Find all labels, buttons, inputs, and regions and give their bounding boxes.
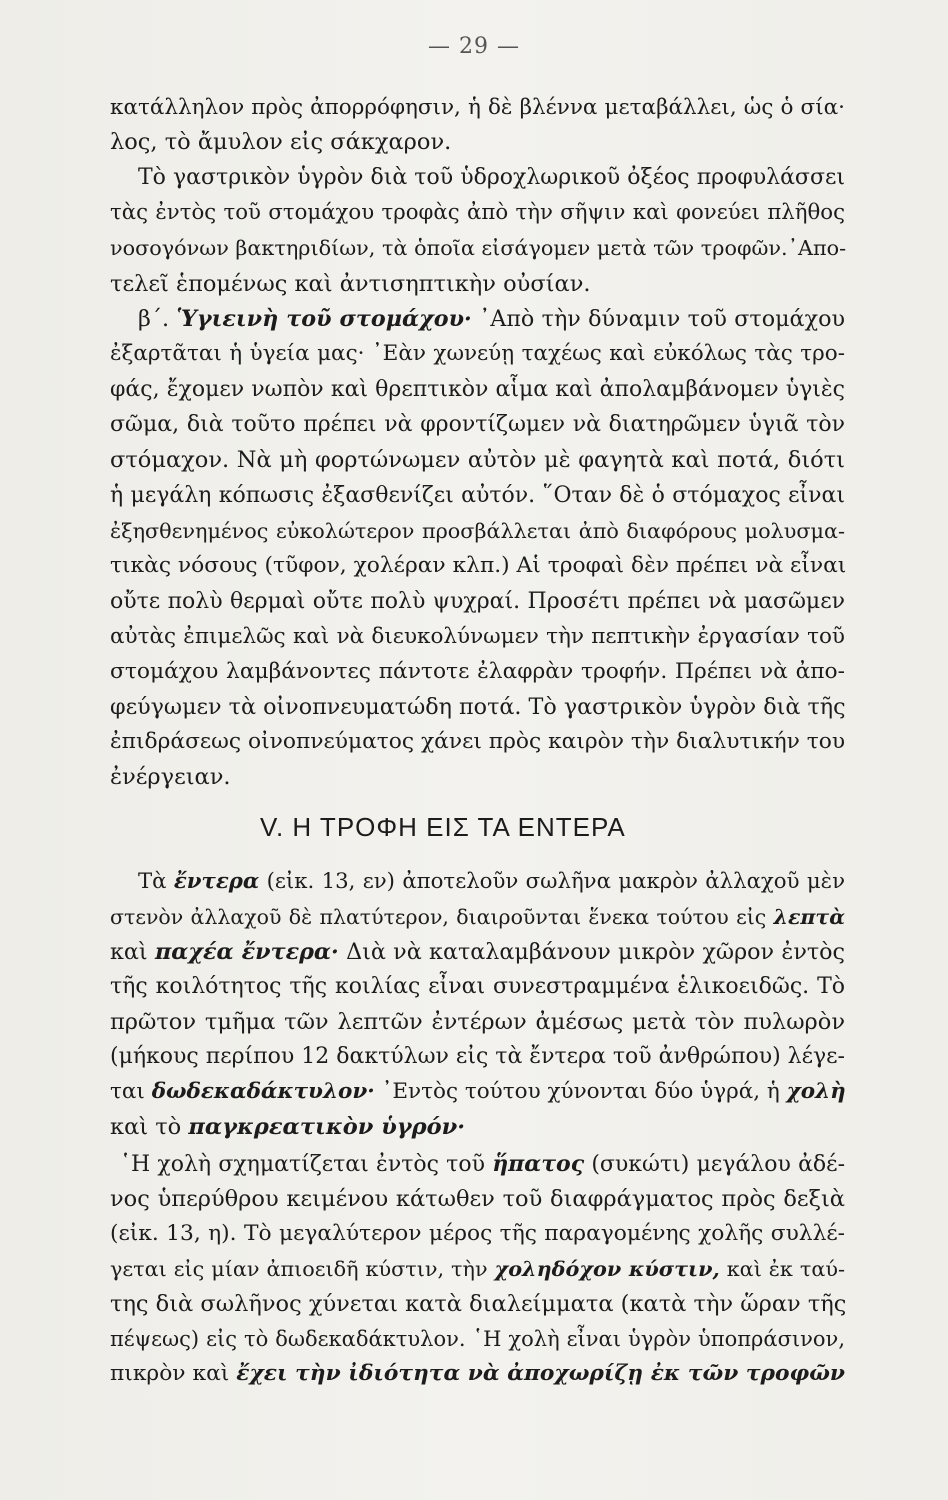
term-bold: ἔντερα <box>173 869 260 894</box>
text-line: ἐξαρτᾶται ἡ ὑγεία μας· ᾽Εὰν χωνεύῃ ταχέως καὶ εὐκόλως τὰς τρο- <box>110 341 845 366</box>
text-line: φάς, ἔχομεν νωπὸν καὶ θρεπτικὸν αἷμα καὶ ἀπολαμβάνομεν ὑγιὲς <box>110 377 845 402</box>
term-bold: χολὴ <box>786 1079 846 1104</box>
text-line: τελεῖ ἑπομένως καὶ ἀντισηπτικὴν οὐσίαν. <box>110 271 591 297</box>
text-run: ᾽Απὸ τὴν δύναμιν τοῦ στομάχου <box>471 306 845 332</box>
text-line: νοσογόνων βακτηριδίων, τὰ ὁποῖα εἰσάγομεν μετὰ τῶν τροφῶν.᾽Απο- <box>110 236 847 260</box>
text-line: ἡ μεγάλη κόπωσις ἐξασθενίζει αὐτόν. ῞Οταν δὲ ὁ στόμαχος εἶναι <box>110 483 845 508</box>
text-line <box>110 938 845 966</box>
text-line: Τὸ γαστρικὸν ὑγρὸν διὰ τοῦ ὑδροχλωρικοῦ ὀξέος προφυλάσσει <box>138 165 845 190</box>
text-line <box>138 868 845 896</box>
term-bold: ἔχει τὴν ἰδιότητα νὰ ἀποχωρίζῃ ἐκ τῶν τροφῶν <box>236 1361 845 1386</box>
text-run: (συκώτι) μεγάλου ἀδέ- <box>584 1152 846 1177</box>
term-bold: παγκρεατικὸν ὑγρόν· <box>188 1114 466 1140</box>
text-run: καὶ ἐκ ταύ- <box>719 1257 845 1281</box>
text-run: ᾽Εντὸς τούτου χύνονται δύο ὑγρά, ἡ <box>374 1079 787 1104</box>
text-line: πρῶτον τμῆμα τῶν λεπτῶν ἐντέρων ἀμέσως μετὰ τὸν πυλωρὸν <box>110 1009 845 1035</box>
text-line <box>110 1360 845 1388</box>
text-line <box>110 1113 845 1141</box>
text-run: (εἰκ. 13, εν) ἀποτελοῦν σωλῆνα μακρὸν ἀλλαχοῦ μὲν <box>259 869 845 894</box>
text-line: λος, τὸ ἄμυλον εἰς σάκχαρον. <box>110 129 452 155</box>
text-line: πέψεως) εἰς τὸ δωδεκαδάκτυλον. ῾Η χολὴ εἶναι ὑγρὸν ὑποπράσινον, <box>110 1327 845 1351</box>
text-line <box>110 1078 845 1106</box>
text-line: της διὰ σωλῆνος χύνεται κατὰ διαλείμματα (κατὰ τὴν ὥραν τῆς <box>110 1291 847 1317</box>
text-run: καὶ τὸ <box>110 1114 189 1140</box>
text-line: ἐξησθενημένος εὐκολώτερον προσβάλλεται ἀπὸ διαφόρους μολυσμα- <box>110 519 845 543</box>
page-number: — 29 — <box>428 34 520 59</box>
text-line: στόμαχον. Νὰ μὴ φορτώνωμεν αὐτὸν μὲ φαγητὰ καὶ ποτά, διότι <box>110 447 845 473</box>
text-run: πικρὸν καὶ <box>110 1361 237 1386</box>
text-run: καὶ <box>110 939 155 965</box>
text-line: τῆς κοιλότητος τῆς κοιλίας εἶναι συνεστραμμένα ἑλικοειδῶς. Τὸ <box>110 974 845 999</box>
text-line: κατάλληλον πρὸς ἀπορρόφησιν, ἡ δὲ βλέννα μεταβάλλει, ὡς ὁ σία· <box>110 95 845 120</box>
term-bold: χοληδόχον κύστιν, <box>494 1257 720 1281</box>
text-run: γεται εἰς μίαν ἀπιοειδῆ κύστιν, τὴν <box>110 1257 495 1281</box>
text-run: Τὰ <box>138 869 174 894</box>
term-bold: παχέα ἔντερα· <box>154 939 339 965</box>
text-run: ται <box>110 1079 152 1104</box>
text-line: σῶμα, διὰ τοῦτο πρέπει νὰ φροντίζωμεν νὰ διατηρῶμεν ὑγιᾶ τὸν <box>110 412 845 437</box>
section-title: Ὑγιεινὴ τοῦ στομάχου· <box>176 306 472 332</box>
chapter-heading: V. Η ΤΡΟΦΗ ΕΙΣ ΤΑ ΕΝΤΕΡΑ <box>260 812 626 842</box>
text-line: αὐτὰς ἐπιμελῶς καὶ νὰ διευκολύνωμεν τὴν πεπτικὴν ἐργασίαν τοῦ <box>110 624 845 649</box>
text-line: (μήκους περίπου 12 δακτύλων εἰς τὰ ἔντερα τοῦ ἀνθρώπου) λέγε- <box>110 1044 845 1069</box>
text-line <box>110 1255 845 1283</box>
text-line: ἐπιδράσεως οἰνοπνεύματος χάνει πρὸς καιρὸν τὴν διαλυτικήν του <box>110 729 846 754</box>
text-line: (εἰκ. 13, η). Τὸ μεγαλύτερον μέρος τῆς παραγομένης χολῆς συλλέ- <box>110 1221 845 1246</box>
term-bold: ἥπατος <box>492 1151 585 1177</box>
text-line <box>120 1150 845 1179</box>
text-run: στενὸν ἀλλαχοῦ δὲ πλατύτερον, διαιροῦνται ἕνεκα τούτου εἰς <box>110 905 774 929</box>
text-line <box>110 903 845 931</box>
text-line: στομάχου λαμβάνοντες πάντοτε ἐλαφρὰν τροφήν. Πρέπει νὰ ἀπο- <box>110 659 845 684</box>
text-run: ῾Η χολὴ σχηματίζεται ἐντὸς τοῦ <box>120 1152 493 1177</box>
term-bold: λεπτὰ <box>773 905 845 929</box>
text-line: οὔτε πολὺ θερμαὶ οὔτε πολὺ ψυχραί. Προσέτι πρέπει νὰ μασῶμεν <box>110 589 845 614</box>
text-line: τὰς ἐντὸς τοῦ στομάχου τροφὰς ἀπὸ τὴν σῆψιν καὶ φονεύει πλῆθος <box>110 200 845 225</box>
text-line: νος ὑπερύθρου κειμένου κάτωθεν τοῦ διαφράγματος πρὸς δεξιὰ <box>110 1186 845 1212</box>
text-line: ἐνέργειαν. <box>110 764 231 790</box>
text-run: Διὰ νὰ καταλαμβάνουν μικρὸν χῶρον ἐντὸς <box>338 939 846 965</box>
text-line: τικὰς νόσους (τῦφον, χολέραν κλπ.) Αἱ τροφαὶ δὲν πρέπει νὰ εἶναι <box>110 553 847 578</box>
text-line: φεύγωμεν τὰ οἰνοπνευματώδη ποτά. Τὸ γαστρικὸν ὑγρὸν διὰ τῆς <box>110 694 846 720</box>
term-bold: δωδεκαδάκτυλον· <box>151 1079 375 1104</box>
section-number: β΄. <box>138 306 177 332</box>
section-b-first-line <box>138 305 845 333</box>
